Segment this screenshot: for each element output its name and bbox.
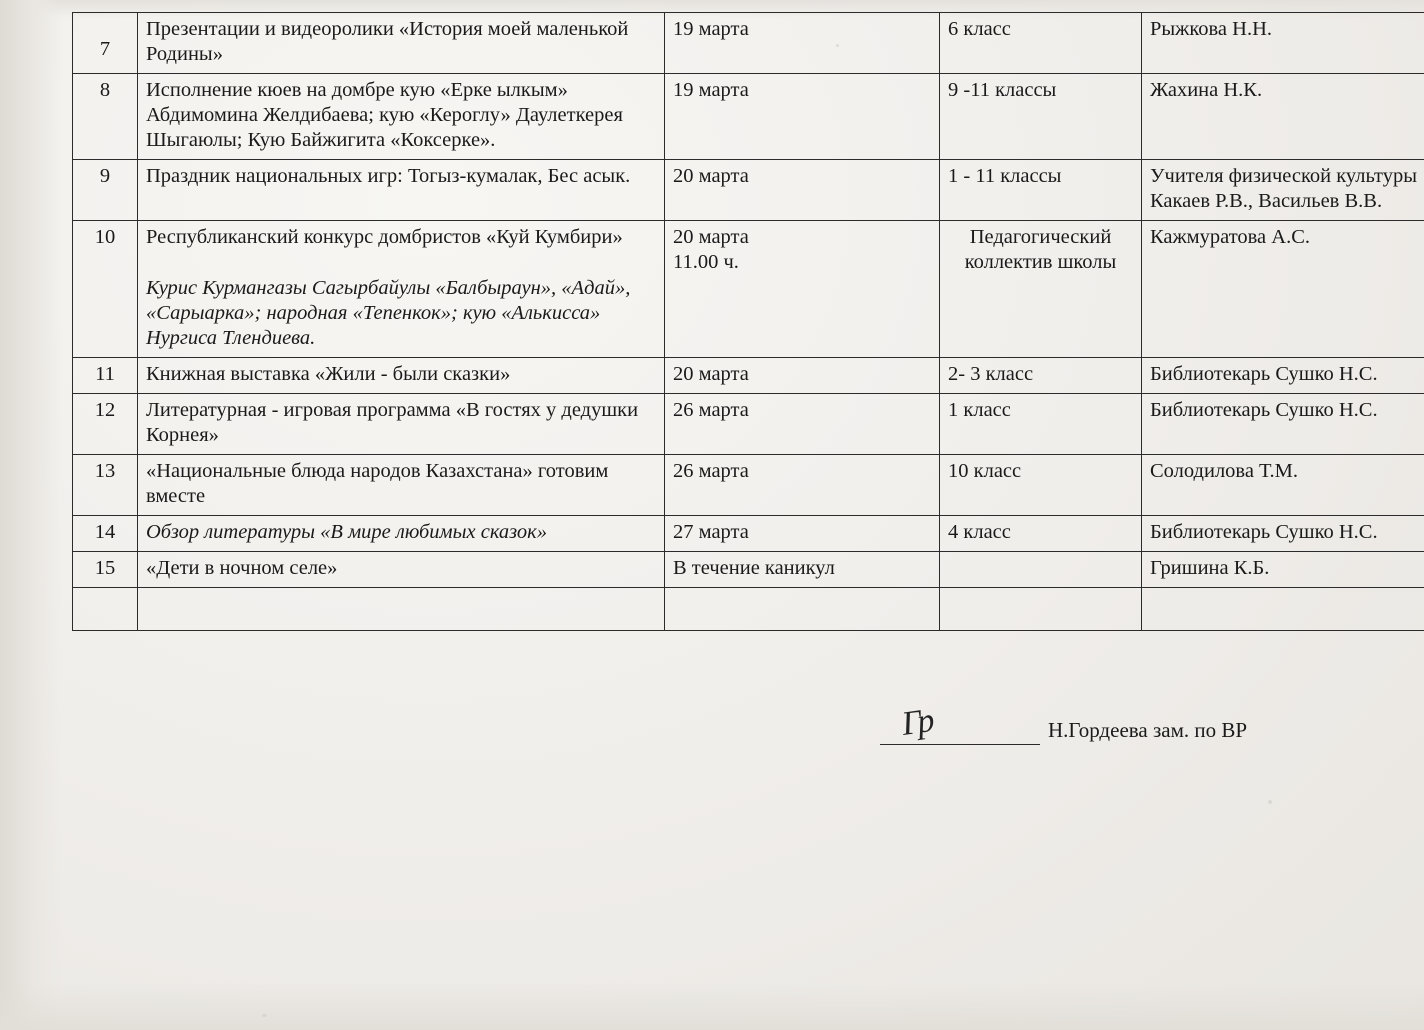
row-event: Презентации и видеоролики «История моей маленькой Родины» — [138, 13, 665, 74]
row-grade: 9 -11 классы — [940, 74, 1142, 160]
table-row — [73, 13, 1424, 74]
row-date: В течение каникул — [665, 552, 940, 588]
row-event — [138, 221, 665, 358]
row-responsible: Гришина К.Б. — [1142, 552, 1424, 588]
row-responsible: Библиотекарь Сушко Н.С. — [1142, 394, 1424, 455]
table-row — [73, 455, 1424, 516]
row-number: 15 — [73, 552, 138, 588]
row-responsible: Солодилова Т.М. — [1142, 455, 1424, 516]
row-number: 10 — [73, 221, 138, 358]
row-date: 20 марта — [665, 358, 940, 394]
paper-speck — [262, 1014, 267, 1017]
table-row — [73, 74, 1424, 160]
row-number — [73, 588, 138, 631]
signature-name: Н.Гордеева зам. по ВР — [1048, 718, 1248, 742]
row-event — [138, 588, 665, 631]
row-event-italic: Курис Курмангазы Сагырбайулы «Балбыраун», «Адай», «Сарыарка»; народная «Тепенкок»; кую «Алькисса» Нургиса Тлендиева. — [146, 277, 631, 349]
row-date: 26 марта — [665, 455, 940, 516]
row-event: «Дети в ночном селе» — [138, 552, 665, 588]
row-date-main: 20 марта — [673, 226, 749, 248]
row-responsible: Жахина Н.К. — [1142, 74, 1424, 160]
row-responsible: Учителя физической культуры Какаев Р.В., Васильев В.В. — [1142, 160, 1424, 221]
signature-line — [880, 700, 1040, 745]
table-row — [73, 394, 1424, 455]
table-row — [73, 358, 1424, 394]
row-responsible: Кажмуратова А.С. — [1142, 221, 1424, 358]
row-grade: 4 класс — [940, 516, 1142, 552]
row-grade: 6 класс — [940, 13, 1142, 74]
signature-block — [880, 700, 1340, 745]
row-date: 26 марта — [665, 394, 940, 455]
row-date: 20 марта — [665, 160, 940, 221]
row-date: 19 марта — [665, 74, 940, 160]
row-event: Обзор литературы «В мире любимых сказок» — [138, 516, 665, 552]
row-event: Литературная - игровая программа «В гостях у дедушки Корнея» — [138, 394, 665, 455]
row-date — [665, 588, 940, 631]
table-row — [73, 552, 1424, 588]
table-row — [73, 160, 1424, 221]
row-event: Книжная выставка «Жили - были сказки» — [138, 358, 665, 394]
row-number: 14 — [73, 516, 138, 552]
row-number: 8 — [73, 74, 138, 160]
row-number: 9 — [73, 160, 138, 221]
row-event: Праздник национальных игр: Тогыз-кумалак, Бес асык. — [138, 160, 665, 221]
row-number: 12 — [73, 394, 138, 455]
row-date: 27 марта — [665, 516, 940, 552]
row-date: 19 марта — [665, 13, 940, 74]
scan-edge-left — [0, 0, 62, 1030]
table-row — [73, 516, 1424, 552]
row-grade — [940, 552, 1142, 588]
row-responsible: Библиотекарь Сушко Н.С. — [1142, 516, 1424, 552]
row-number: 13 — [73, 455, 138, 516]
row-grade — [940, 588, 1142, 631]
row-responsible — [1142, 588, 1424, 631]
row-grade: 1 класс — [940, 394, 1142, 455]
document-body — [72, 12, 1418, 631]
row-number: 7 — [73, 13, 138, 74]
row-number: 11 — [73, 358, 138, 394]
row-date-time: 11.00 ч. — [673, 251, 739, 273]
row-responsible: Библиотекарь Сушко Н.С. — [1142, 358, 1424, 394]
row-grade: 10 класс — [940, 455, 1142, 516]
row-grade: 2- 3 класс — [940, 358, 1142, 394]
row-grade: 1 - 11 классы — [940, 160, 1142, 221]
row-responsible: Рыжкова Н.Н. — [1142, 13, 1424, 74]
row-event-main: Республиканский конкурс домбристов «Куй Кумбири» — [146, 226, 623, 248]
table-row-empty — [73, 588, 1424, 631]
schedule-table — [72, 12, 1424, 631]
paper-speck — [1268, 800, 1272, 804]
table-row — [73, 221, 1424, 358]
handwritten-signature: Гр — [899, 702, 934, 743]
scan-edge-bottom — [0, 982, 1424, 1030]
row-event: «Национальные блюда народов Казахстана» готовим вместе — [138, 455, 665, 516]
row-date — [665, 221, 940, 358]
event-spacer — [146, 250, 656, 276]
row-grade: Педагогический коллектив школы — [940, 221, 1142, 358]
row-event: Исполнение кюев на домбре кую «Ерке ылкым» Абдимомина Желдибаева; кую «Кероглу» Даулеткерея Шыгаюлы; Кую Байжигита «Коксерке». — [138, 74, 665, 160]
